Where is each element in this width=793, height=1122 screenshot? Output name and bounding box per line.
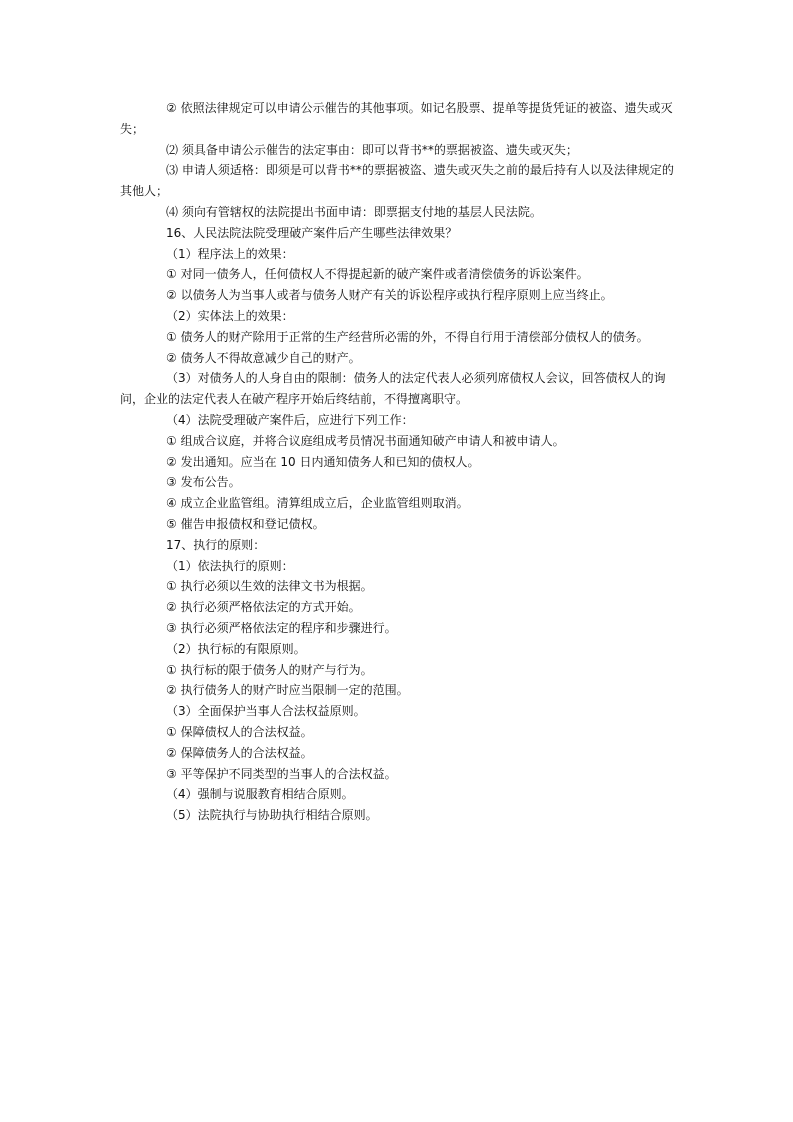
paragraph: （2）执行标的有限原则。: [166, 641, 306, 656]
paragraph: ① 债务人的财产除用于正常的生产经营所必需的外，不得自行用于清偿部分债权人的债务。: [166, 329, 649, 344]
paragraph: （3）对债务人的人身自由的限制：债务人的法定代表人必须列席债权人会议，回答债权人的询问，企业的法定代表人在破产程序开始后终结前，不得擅离职守。: [120, 371, 666, 407]
paragraph: ① 对同一债务人，任何债权人不得提起新的破产案件或者清偿债务的诉讼案件。: [166, 267, 589, 282]
paragraph: （4）强制与说服教育相结合原则。: [166, 787, 354, 802]
paragraph: ② 依照法律规定可以申请公示催告的其他事项。如记名股票、提单等提货凭证的被盗、遗失或灭失；: [120, 101, 673, 136]
paragraph: ③ 执行必须严格依法定的程序和步骤进行。: [166, 620, 397, 635]
paragraph: ⑶ 申请人须适格：即须是可以背书**的票据被盗、遗失或灭失之前的最后持有人以及法律规定的其他人；: [120, 163, 674, 199]
paragraph: （1）依法执行的原则：: [166, 558, 294, 573]
paragraph: ③ 平等保护不同类型的当事人的合法权益。: [166, 766, 397, 781]
paragraph: （2）实体法上的效果：: [166, 308, 294, 323]
paragraph: ② 以债务人为当事人或者与债务人财产有关的诉讼程序或执行程序原则上应当终止。: [166, 288, 613, 303]
paragraph: ③ 发布公告。: [166, 475, 241, 490]
paragraph: ② 保障债务人的合法权益。: [166, 745, 313, 760]
paragraph: ④ 成立企业监管组。清算组成立后，企业监管组则取消。: [166, 496, 469, 511]
paragraph: （1）程序法上的效果：: [166, 246, 294, 261]
paragraph: ② 债务人不得故意减少自己的财产。: [166, 350, 361, 365]
document-body: [120, 98, 680, 826]
paragraph: ② 执行必须严格依法定的方式开始。: [166, 600, 361, 615]
section-heading: 16、人民法院法院受理破产案件后产生哪些法律效果？: [166, 225, 458, 240]
paragraph: ① 组成合议庭，并将合议庭组成考员情况书面通知破产申请人和被申请人。: [166, 433, 565, 448]
paragraph: ② 发出通知。应当在 10 日内通知债务人和已知的债权人。: [166, 454, 480, 469]
paragraph: ② 执行债务人的财产时应当限制一定的范围。: [166, 683, 409, 698]
paragraph: ⑷ 须向有管辖权的法院提出书面申请：即票据支付地的基层人民法院。: [166, 204, 542, 219]
paragraph: ① 保障债权人的合法权益。: [166, 724, 313, 739]
section-heading: 17、执行的原则：: [166, 537, 266, 552]
paragraph: （3）全面保护当事人合法权益原则。: [166, 704, 366, 719]
paragraph: ① 执行必须以生效的法律文书为根据。: [166, 579, 373, 594]
paragraph: （4）法院受理破产案件后，应进行下列工作：: [166, 412, 414, 427]
paragraph: （5）法院执行与协助执行相结合原则。: [166, 808, 378, 823]
paragraph: ⑵ 须具备申请公示催告的法定事由：即可以背书**的票据被盗、遗失或灭失；: [166, 142, 578, 157]
paragraph: ⑤ 催告申报债权和登记债权。: [166, 516, 325, 531]
paragraph: ① 执行标的限于债务人的财产与行为。: [166, 662, 373, 677]
